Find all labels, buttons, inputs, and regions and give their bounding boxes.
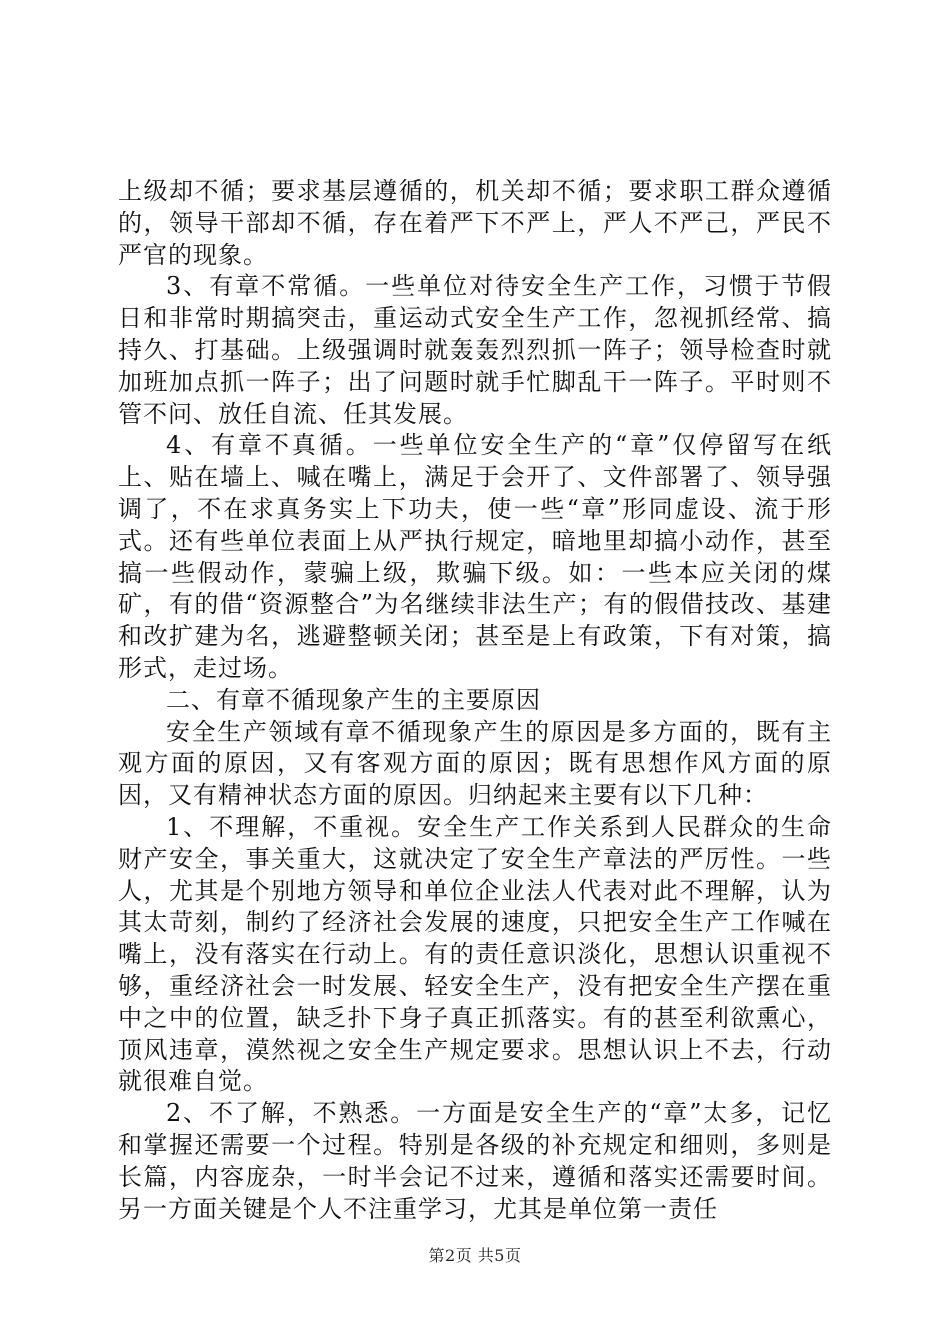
paragraph-4: 安全生产领域有章不循现象产生的原因是多方面的，既有主观方面的原因，又有客观方面的原因；既有思想作风方面的原因，又有精神状态方面的原因。归纳起来主要有以下几种： bbox=[118, 717, 832, 810]
paragraph-6: 2、不了解，不熟悉。一方面是安全生产的“章”太多，记忆和掌握还需要一个过程。特别是各级的补充规定和细则，多则是长篇，内容庞杂，一时半会记不过来，遵循和落实还需要时间。另一方面关键是个人不注重学习，尤其是单位第一责任 bbox=[118, 1099, 832, 1223]
document-body bbox=[118, 176, 832, 1225]
paragraph-3: 4、有章不真循。一些单位安全生产的“章”仅停留写在纸上、贴在墙上、喊在嘴上，满足于会开了、文件部署了、领导强调了，不在求真务实上下功夫，使一些“章”形同虚设、流于形式。还有些单位表面上从严执行规定，暗地里却搞小动作，甚至搞一些假动作，蒙骗上级，欺骗下级。如：一些本应关闭的煤矿，有的借“资源整合”为名继续非法生产；有的假借技改、基建和改扩建为名，逃避整顿关闭；甚至是上有政策，下有对策，搞形式，走过场。 bbox=[118, 431, 832, 682]
paragraph-1: 上级却不循；要求基层遵循的，机关却不循；要求职工群众遵循的，领导干部却不循，存在着严下不严上，严人不严己，严民不严官的现象。 bbox=[118, 177, 832, 269]
section-heading: 二、有章不循现象产生的主要原因 bbox=[166, 685, 541, 714]
paragraph-5: 1、不理解，不重视。安全生产工作关系到人民群众的生命财产安全，事关重大，这就决定了安全生产章法的严厉性。一些人，尤其是个别地方领导和单位企业法人代表对此不理解，认为其太苛刻，制约了经济社会发展的速度，只把安全生产工作喊在嘴上，没有落实在行动上。有的责任意识淡化，思想认识重视不够，重经济社会一时发展、轻安全生产，没有把安全生产摆在重中之中的位置，缺乏扑下身子真正抓落实。有的甚至利欲熏心，顶风违章，漠然视之安全生产规定要求。思想认识上不去，行动就很难自觉。 bbox=[118, 812, 832, 1096]
paragraph-2: 3、有章不常循。一些单位对待安全生产工作，习惯于节假日和非常时期搞突击，重运动式安全生产工作，忽视抓经常、搞持久、打基础。上级强调时就轰轰烈烈抓一阵子；领导检查时就加班加点抓一阵子；出了问题时就手忙脚乱干一阵子。平时则不管不问、放任自流、任其发展。 bbox=[118, 272, 832, 428]
page-number-footer: 第2页 共5页 bbox=[428, 1246, 522, 1265]
